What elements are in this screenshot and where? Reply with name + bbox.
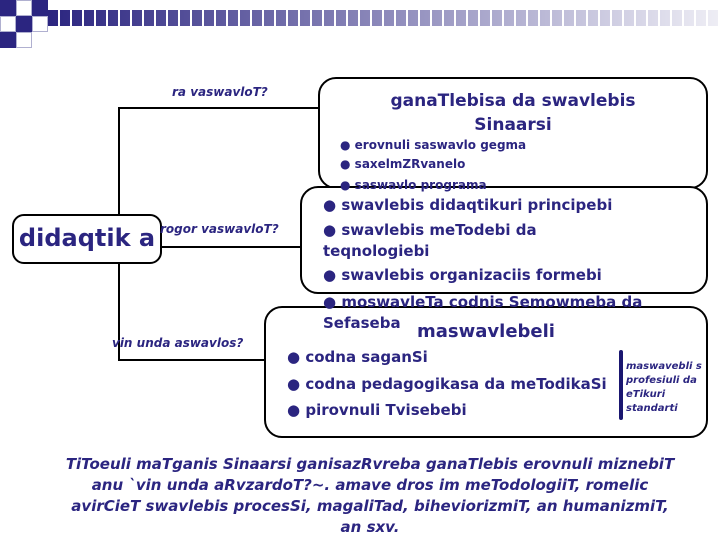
teacher-box-title: maswavlebeli [417,321,555,342]
corner-decoration [0,0,48,48]
root-concept-label: didaqtik a [18,224,156,252]
question-label-how: rogor vaswavloT? [160,222,279,236]
side-note: maswavebli s profesiuli da eTikuri standarti [626,361,702,414]
bullet-icon: ● [323,196,337,214]
bullet-icon: ● [287,375,301,393]
footer-paragraph: TiToeuli maTganis Sinaarsi ganisazRvreba ganaTlebis erovnuli miznebiT anu `vin unda aRvzardoT?~. amave dros im meTodologiiT, romelic avirCieT swavlebis procesSi, magaliTad, biheviorizmiT, an humanizmiT, an sxv. [65,455,675,536]
bullet-icon: ● [340,138,351,152]
bullet-icon: ● [323,221,337,239]
methods-item-3: ● swavlebis organizaciis formebi [323,266,602,284]
content-item-2: ● saxelmZRvanelo [340,157,466,171]
bullet-icon: ● [287,401,301,419]
connector-line-1 [118,107,320,109]
methods-item-4: ● moswavleTa codnis Semowmeba da Sefaseba [323,293,643,332]
connector-line-2 [162,246,302,248]
root-concept-box [12,214,162,264]
connector-line-3 [118,359,266,361]
teacher-item-1: ● codna saganSi [287,348,428,366]
content-item-1: ● erovnuli saswavlo gegma [340,138,527,152]
bullet-icon: ● [340,157,351,171]
teacher-item-2: ● codna pedagogikasa da meTodikaSi [287,375,607,393]
side-note-bracket [619,350,623,420]
content-item-3: ● saswavlo programa [340,178,487,192]
bullet-icon: ● [287,348,301,366]
teacher-item-3: ● pirovnuli Tvisebebi [287,401,467,419]
question-label-who: vin unda aswavlos? [112,336,244,350]
header-stripe-fade [48,10,720,26]
content-box-title: ganaTlebisa da swavlebis Sinaarsi [390,91,636,135]
methods-item-2: ● swavlebis meTodebi da teqnologiebi [323,221,537,260]
methods-item-1: ● swavlebis didaqtikuri principebi [323,196,613,214]
bullet-icon: ● [323,293,337,311]
bullet-icon: ● [323,266,337,284]
bullet-icon: ● [340,178,351,192]
content-box [318,77,708,189]
question-label-what: ra vaswavloT? [172,85,268,99]
